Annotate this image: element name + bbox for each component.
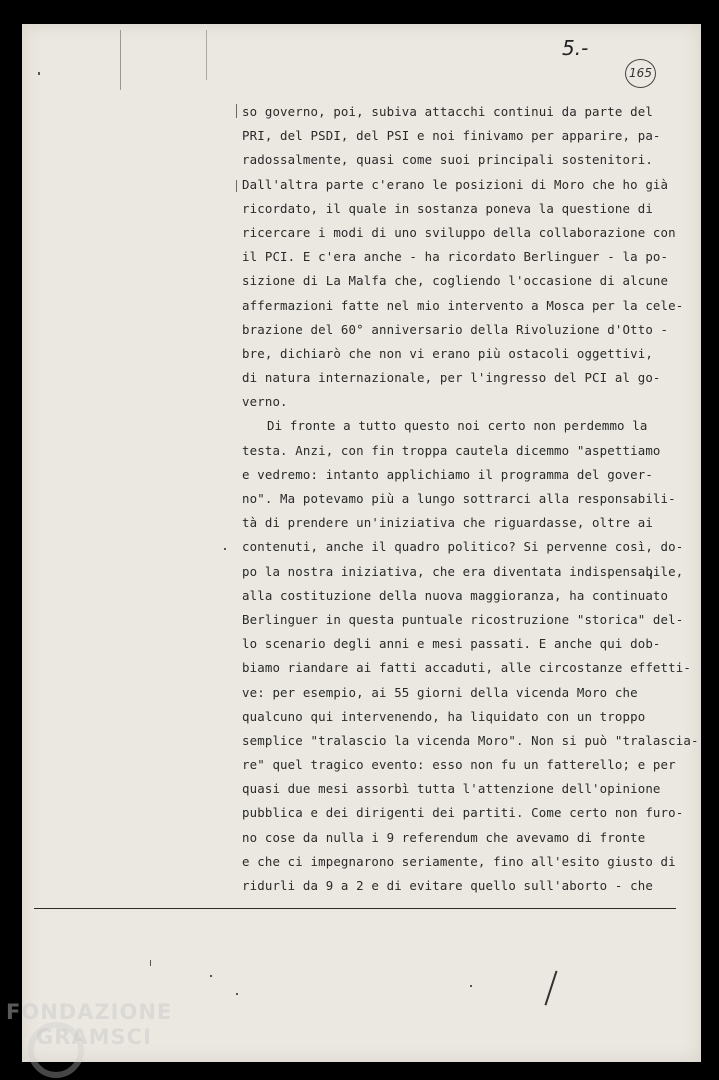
text-line: sizione di La Malfa che, cogliendo l'occasione di alcune xyxy=(242,273,669,289)
text-line: contenuti, anche il quadro politico? Si pervenne così, do- xyxy=(242,539,684,555)
text-line: re" quel tragico evento: esso non fu un fatterello; e per xyxy=(242,757,676,773)
speck xyxy=(150,960,151,966)
body-text xyxy=(242,100,699,898)
text-line: bre, dichiarò che non vi erano più ostacoli oggettivi, xyxy=(242,345,653,361)
text-line: radossalmente, quasi come suoi principali sostenitori. xyxy=(242,152,653,168)
text-line: PRI, del PSDI, del PSI e noi finivamo per apparire, pa- xyxy=(242,128,661,144)
text-line: ve: per esempio, ai 55 giorni della vicenda Moro che xyxy=(242,684,638,700)
text-line: ricercare i modi di uno sviluppo della collaborazione con xyxy=(242,224,676,240)
text-line: affermazioni fatte nel mio intervento a Mosca per la cele- xyxy=(242,297,684,313)
text-line: ridurli da 9 a 2 e di evitare quello sull'aborto - che xyxy=(242,878,653,893)
text-line: e vedremo: intanto applichiamo il programma del gover- xyxy=(242,466,653,482)
text-line: testa. Anzi, con fin troppa cautela dicemmo "aspettiamo xyxy=(242,442,661,458)
speck xyxy=(470,985,472,987)
text-line: po la nostra iniziativa, che era diventata indispensabile, xyxy=(242,563,684,579)
text-line: pubblica e dei dirigenti dei partiti. Come certo non furo- xyxy=(242,805,684,821)
text-line: e che ci impegnarono seriamente, fino all'esito giusto di xyxy=(242,853,676,869)
text-line: verno. xyxy=(242,394,288,410)
text-line: Dall'altra parte c'erano le posizioni di Moro che ho già xyxy=(242,176,669,192)
text-line: qualcuno qui intervenendo, ha liquidato con un troppo xyxy=(242,708,646,724)
text-line: no cose da nulla i 9 referendum che avevamo di fronte xyxy=(242,829,646,845)
margin-mark xyxy=(120,30,121,90)
text-line: il PCI. E c'era anche - ha ricordato Berlinguer - la po- xyxy=(242,249,669,265)
page-number: 5.- xyxy=(562,36,589,60)
text-line: brazione del 60° anniversario della Rivoluzione d'Otto - xyxy=(242,321,669,337)
text-line: lo scenario degli anni e mesi passati. E anche qui dob- xyxy=(242,636,661,652)
margin-mark xyxy=(236,104,237,118)
text-line: di natura internazionale, per l'ingresso del PCI al go- xyxy=(242,370,661,386)
margin-mark xyxy=(236,180,237,192)
text-line: biamo riandare ai fatti accaduti, alle circostanze effetti- xyxy=(242,660,691,676)
text-line: semplice "tralascio la vicenda Moro". Non si può "tralascia- xyxy=(242,732,699,748)
watermark-line2: GRAMSCI xyxy=(36,1025,152,1049)
text-line: ricordato, il quale in sostanza poneva la questione di xyxy=(242,200,653,216)
text-line: tà di prendere un'iniziativa che riguardasse, oltre ai xyxy=(242,515,653,531)
text-line: no". Ma potevamo più a lungo sottrarci alla responsabili- xyxy=(242,491,676,506)
text-line: quasi due mesi assorbì tutta l'attenzione dell'opinione xyxy=(242,781,661,797)
text-line: Di fronte a tutto questo noi certo non perdemmo la xyxy=(267,418,648,434)
speck xyxy=(236,993,238,995)
watermark xyxy=(6,1002,172,1048)
archive-stamp: 165 xyxy=(625,59,656,88)
speck xyxy=(38,72,40,75)
text-line: alla costituzione della nuova maggioranza, ha continuato xyxy=(242,587,669,603)
text-line: so governo, poi, subiva attacchi continui da parte del xyxy=(242,104,653,119)
margin-mark xyxy=(206,30,207,80)
speck xyxy=(210,975,212,977)
text-line: Berlinguer in questa puntuale ricostruzione "storica" del- xyxy=(242,611,684,627)
separator-line xyxy=(34,908,676,909)
speck xyxy=(224,548,226,550)
watermark-line1: FONDAZIONE xyxy=(6,1000,173,1024)
